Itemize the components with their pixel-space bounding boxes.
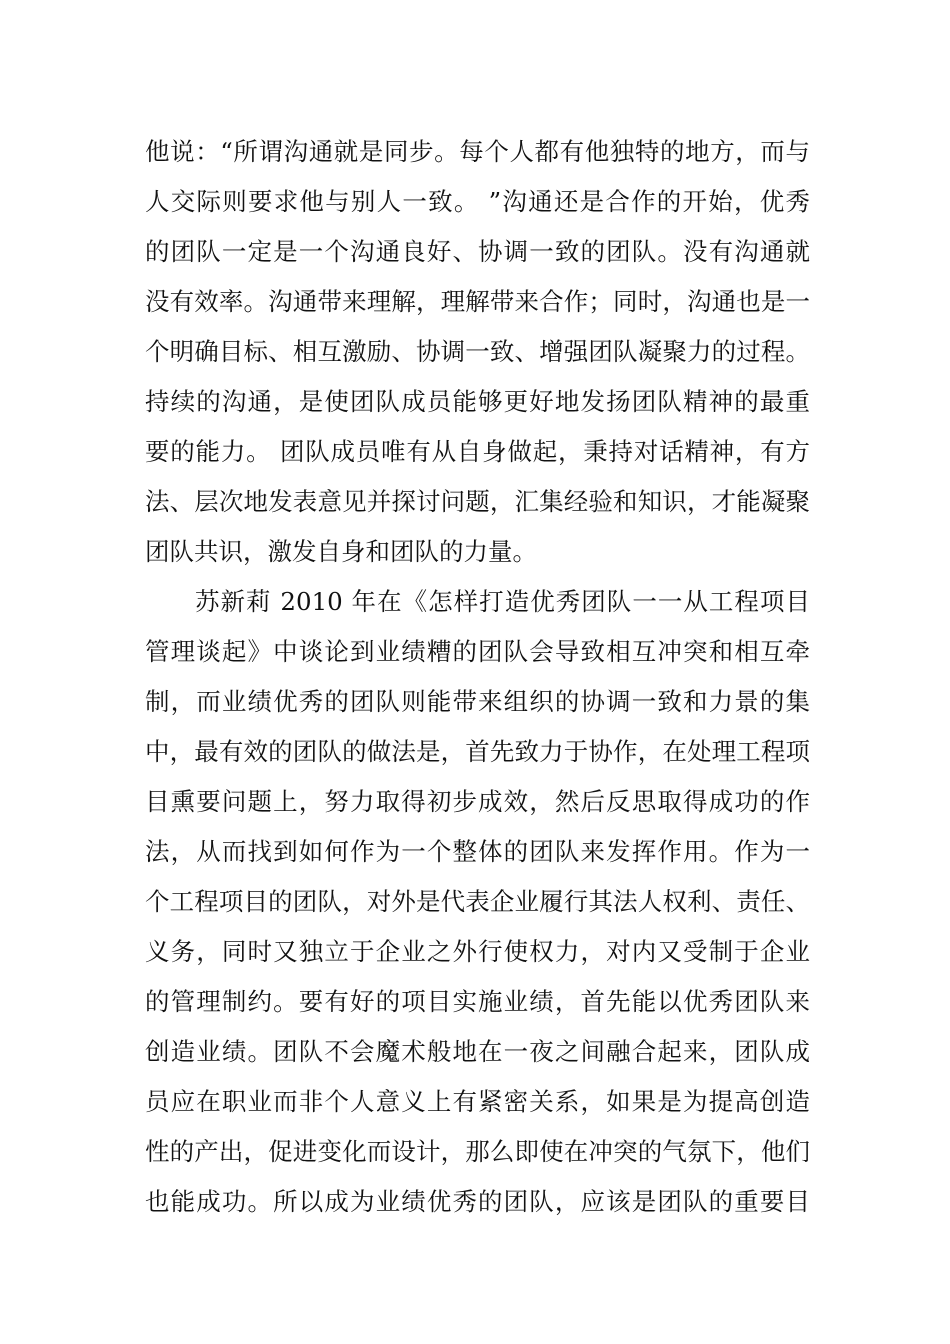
paragraph-1-line: 团队共识，激发自身和团队的力量。 [145,537,537,566]
paragraph-2-line: 苏新莉 2010 年在《怎样打造优秀团队一一从工程项目 [195,587,810,616]
paragraph-2-line: 也能成功。所以成为业绩优秀的团队，应该是团队的重要目 [145,1187,810,1216]
paragraph-1-line: 要的能力。 团队成员唯有从自身做起，秉持对话精神，有方 [145,437,810,466]
paragraph-2-line: 管理谈起》中谈论到业绩糟的团队会导致相互冲突和相互牵 [145,637,810,666]
paragraph-2-line: 法，从而找到如何作为一个整体的团队来发挥作用。作为一 [145,837,810,866]
paragraph-2-line: 中，最有效的团队的做法是，首先致力于协作，在处理工程项 [145,737,810,766]
paragraph-2-line: 制，而业绩优秀的团队则能带来组织的协调一致和力景的集 [145,687,810,716]
paragraph-1-line: 个明确目标、相互激励、协调一致、增强团队凝聚力的过程。 [145,337,810,366]
paragraph-2-line: 个工程项目的团队，对外是代表企业履行其法人权利、责任、 [145,887,810,916]
paragraph-2-line: 员应在职业而非个人意义上有紧密关系，如果是为提高创造 [145,1087,810,1116]
paragraph-2-line: 目熏要问题上，努力取得初步成效，然后反思取得成功的作 [145,787,810,816]
paragraph-2-line: 性的产出，促进变化而设计，那么即使在冲突的气氛下，他们 [145,1137,810,1166]
paragraph-1-line: 的团队一定是一个沟通良好、协调一致的团队。没有沟通就 [145,237,810,266]
paragraph-1-line: 人交际则要求他与别人一致。 ”沟通还是合作的开始，优秀 [145,187,810,216]
paragraph-2-line: 义务，同时又独立于企业之外行使权力，对内又受制于企业 [145,937,810,966]
paragraph-2-line: 创造业绩。团队不会魔术般地在一夜之间融合起来，团队成 [145,1037,810,1066]
paragraph-1-line: 他说：“所谓沟通就是同步。每个人都有他独特的地方，而与 [145,137,810,166]
paragraph-1-line: 持续的沟通，是使团队成员能够更好地发扬团队精神的最重 [145,387,810,416]
paragraph-1-line: 没有效率。沟通带来理解，理解带来合作；同时，沟通也是一 [145,287,810,316]
paragraph-1-line: 法、层次地发表意见并探讨问题，汇集经验和知识，才能凝聚 [145,487,810,516]
paragraph-2-line: 的管理制约。要有好的项目实施业绩，首先能以优秀团队来 [145,987,810,1016]
